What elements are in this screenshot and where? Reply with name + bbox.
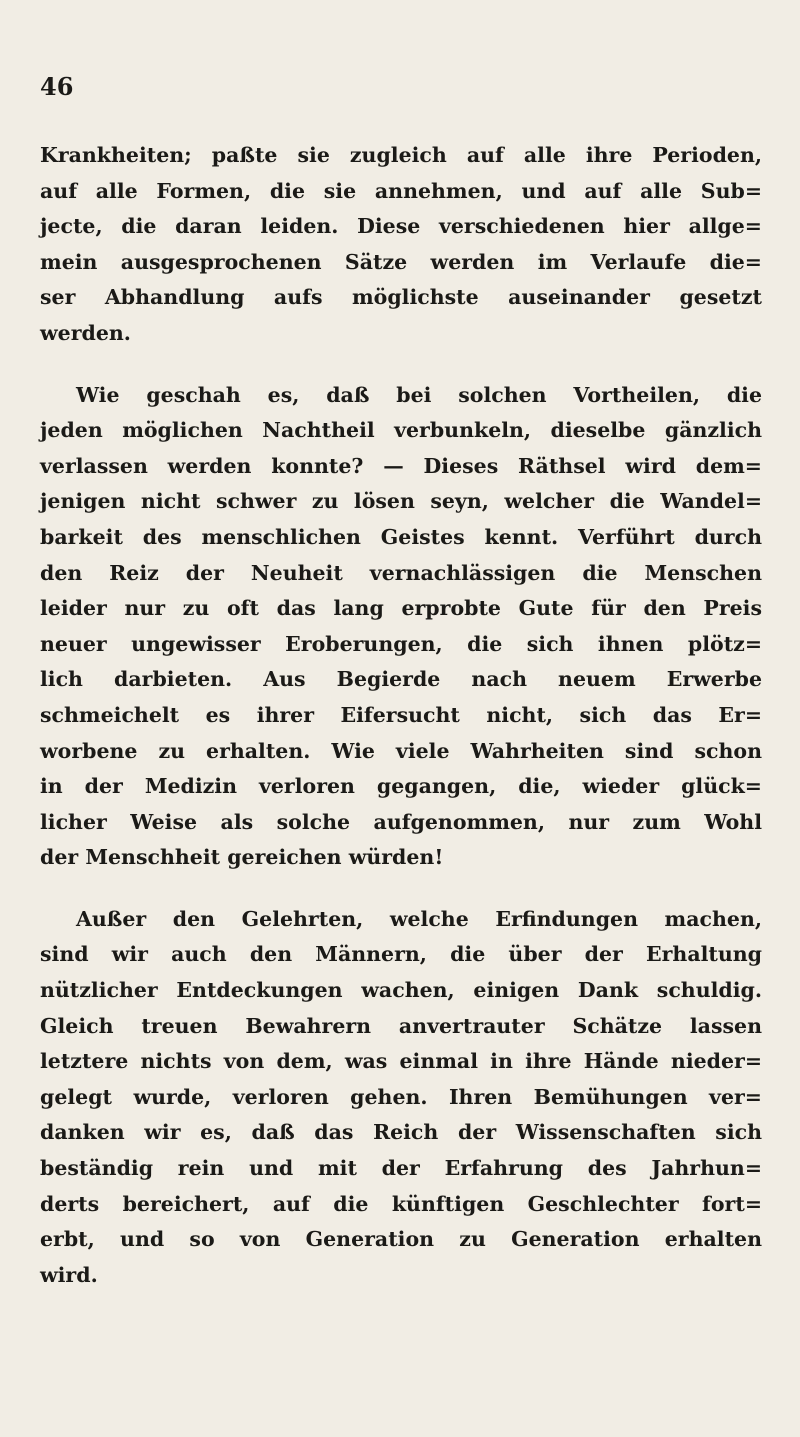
text-line: werden. <box>40 320 131 345</box>
text-line: lich darbieten. Aus Begierde nach neuem Erwerbe <box>40 667 762 692</box>
text-line: in der Medizin verloren gegangen, die, wieder glück= <box>40 774 762 799</box>
text-line: beständig rein und mit der Erfahrung des Jahrhun= <box>40 1156 762 1181</box>
paragraph <box>40 378 762 876</box>
text-line: leider nur zu oft das lang erprobte Gute für den Preis <box>40 596 762 621</box>
text-line: licher Weise als solche aufgenommen, nur zum Wohl <box>40 809 762 834</box>
text-line: danken wir es, daß das Reich der Wissenschaften sich <box>40 1120 762 1145</box>
text-line: erbt, und so von Generation zu Generation erhalten <box>40 1227 762 1252</box>
text-line: Außer den Gelehrten, welche Erfindungen machen, <box>76 906 762 931</box>
text-line: den Reiz der Neuheit vernachlässigen die Menschen <box>40 560 762 585</box>
paragraph <box>40 902 762 1294</box>
text-line: Gleich treuen Bewahrern anvertrauter Schätze lassen <box>40 1013 762 1038</box>
text-line: worbene zu erhalten. Wie viele Wahrheiten sind schon <box>40 738 762 763</box>
text-line: ser Abhandlung aufs möglichste auseinander gesetzt <box>40 285 762 310</box>
text-line: Krankheiten; paßte sie zugleich auf alle ihre Perioden, <box>40 143 762 167</box>
text-line: sind wir auch den Männern, die über der Erhaltung <box>40 942 762 967</box>
paragraph <box>40 138 762 352</box>
text-line: nützlicher Entdeckungen wachen, einigen Dank schuldig. <box>40 978 762 1003</box>
text-line: mein ausgesprochenen Sätze werden im Verlaufe die= <box>40 249 762 274</box>
text-line: derts bereichert, auf die künftigen Geschlechter fort= <box>40 1191 762 1216</box>
text-line: neuer ungewisser Eroberungen, die sich ihnen plötz= <box>40 631 762 656</box>
text-line: jenigen nicht schwer zu lösen seyn, welcher die Wandel= <box>40 489 762 514</box>
text-line: letztere nichts von dem, was einmal in ihre Hände nieder= <box>40 1049 762 1074</box>
text-line: barkeit des menschlichen Geistes kennt. Verführt durch <box>40 524 762 549</box>
text-line: jecte, die daran leiden. Diese verschiedenen hier allge= <box>40 214 762 239</box>
page-number: 46 <box>40 72 74 101</box>
text-line: auf alle Formen, die sie annehmen, und auf alle Sub= <box>40 178 762 203</box>
text-line: gelegt wurde, verloren gehen. Ihren Bemühungen ver= <box>40 1084 762 1109</box>
body-text <box>40 138 762 1293</box>
text-line: verlassen werden konnte? — Dieses Räthsel wird dem= <box>40 453 762 478</box>
text-line: Wie geschah es, daß bei solchen Vortheilen, die <box>76 382 762 407</box>
text-line: schmeichelt es ihrer Eifersucht nicht, sich das Er= <box>40 702 762 727</box>
text-line: wird. <box>40 1262 98 1287</box>
text-line: jeden möglichen Nachtheil verbunkeln, dieselbe gänzlich <box>40 418 762 443</box>
text-line: der Menschheit gereichen würden! <box>40 845 444 870</box>
